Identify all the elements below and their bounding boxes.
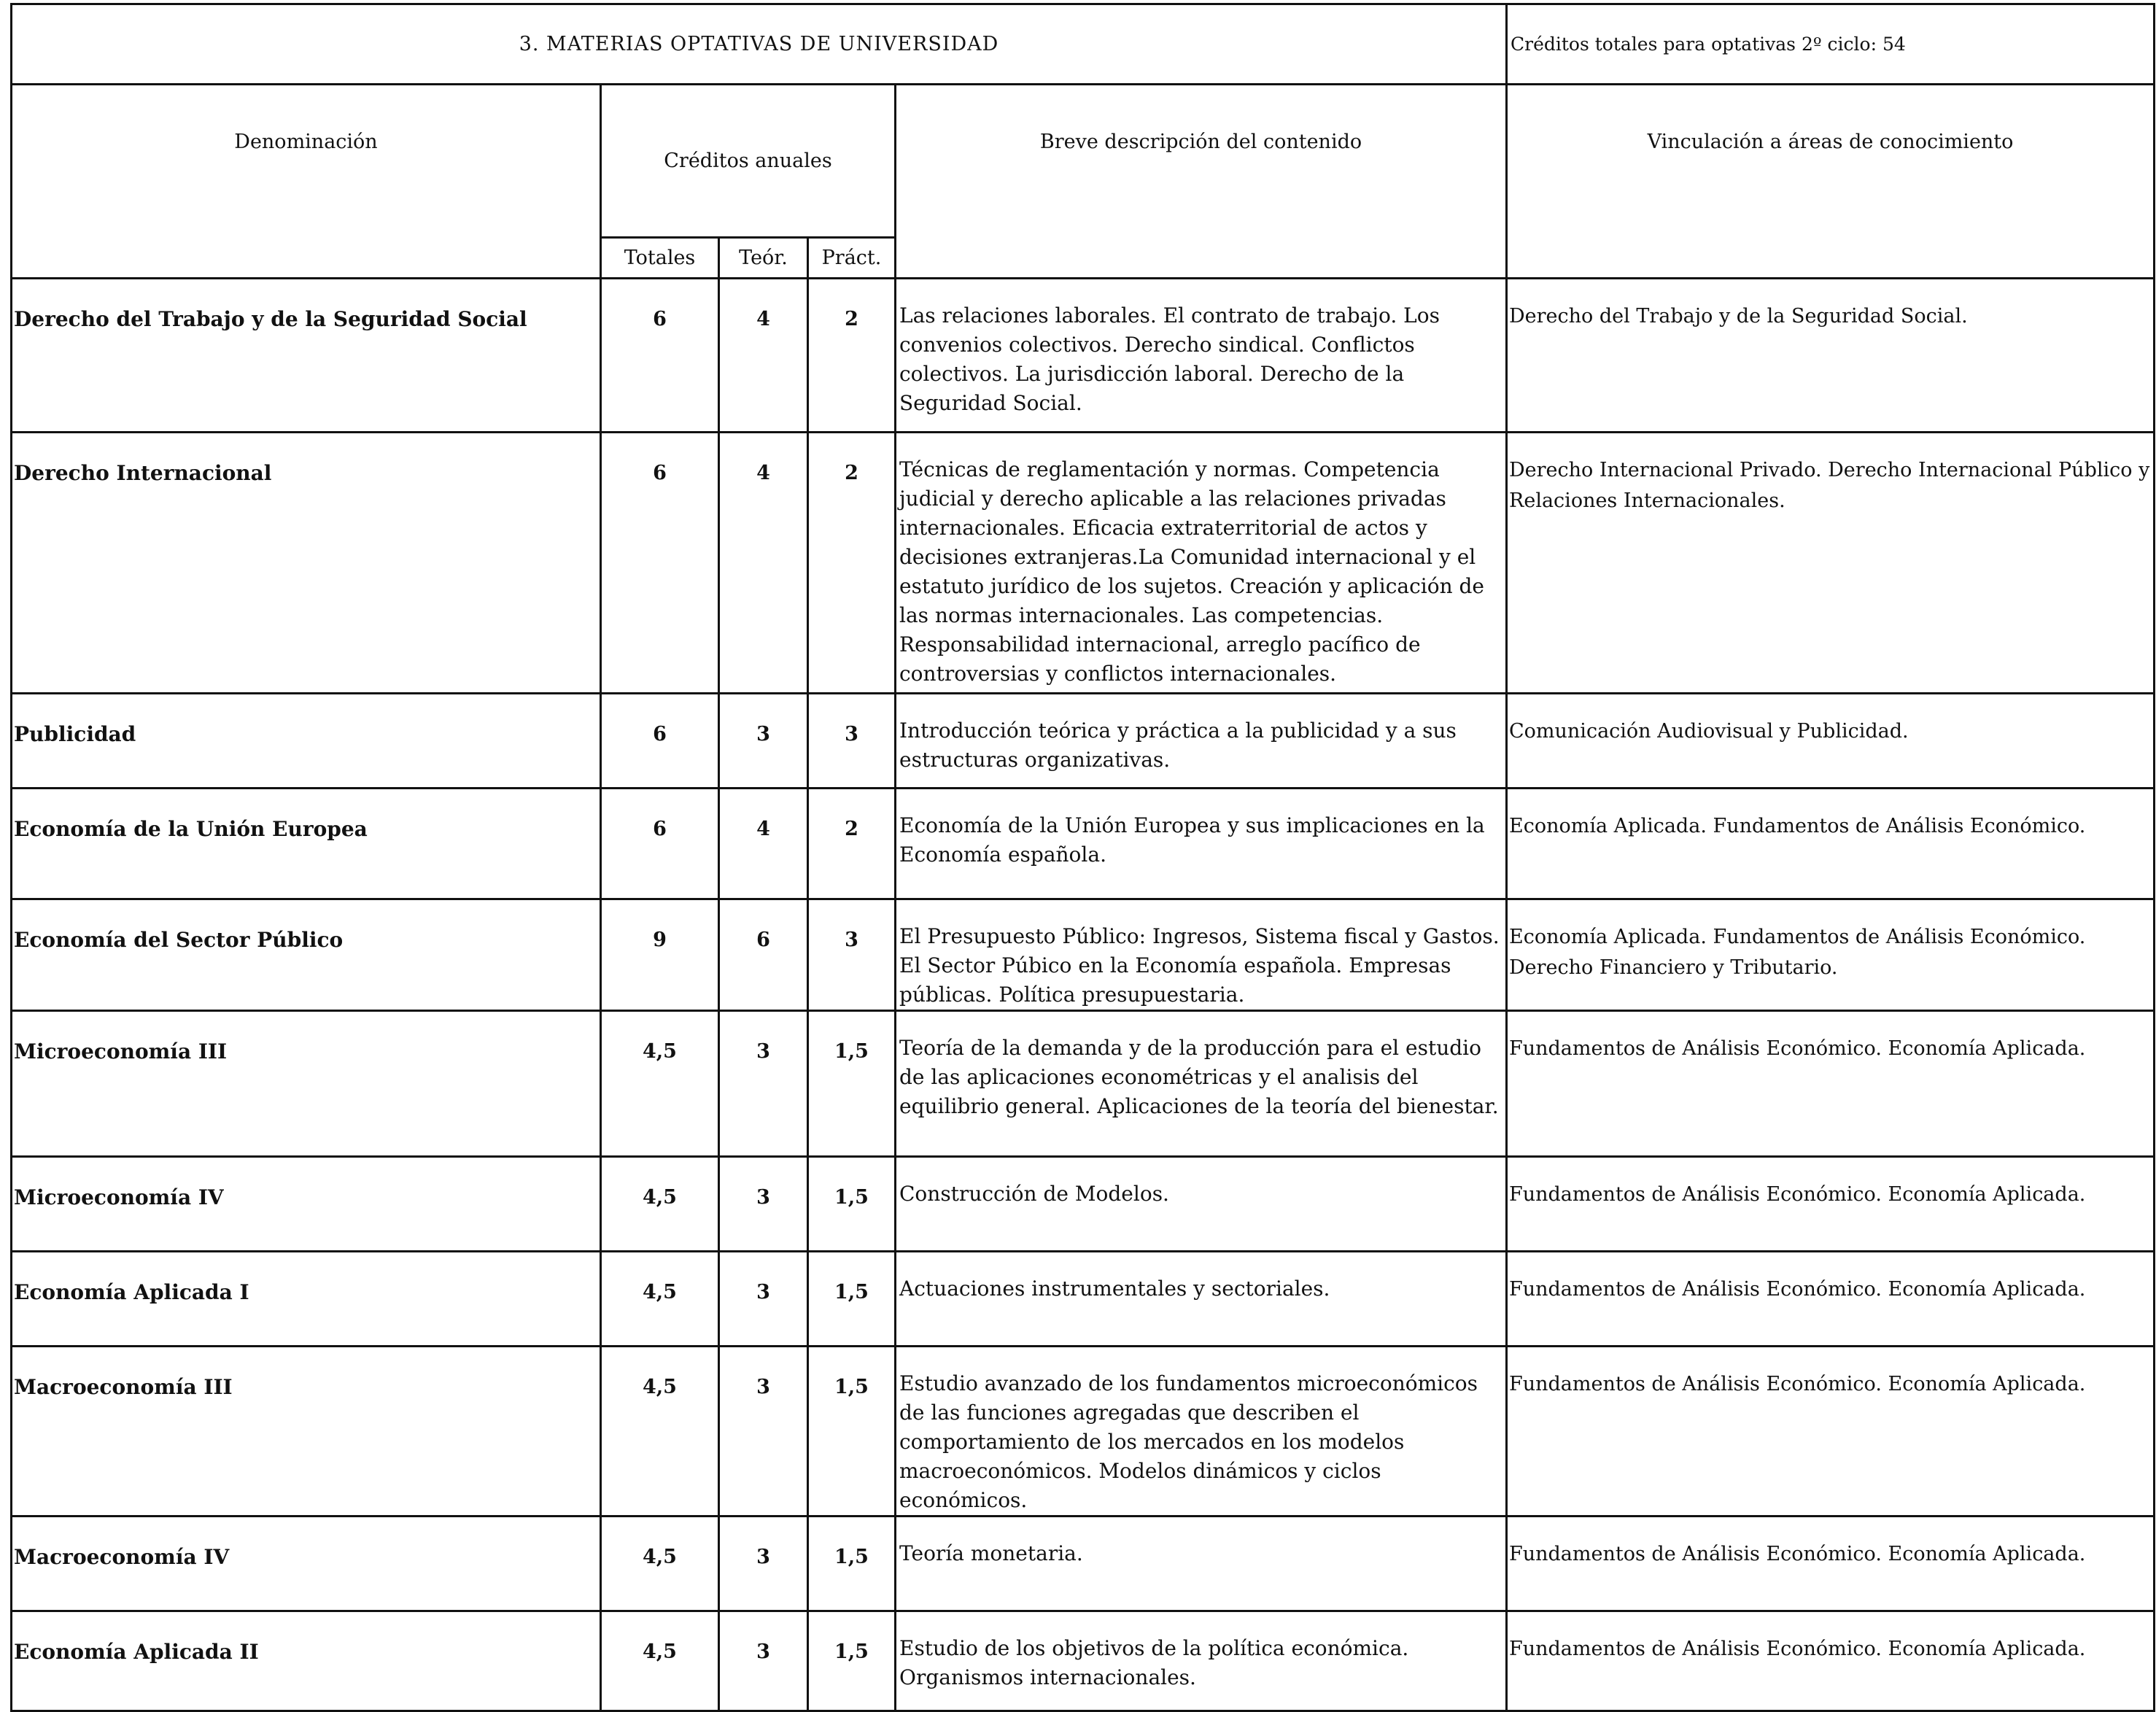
header-row	[12, 85, 2155, 238]
credits-total: 4,5	[601, 1347, 719, 1517]
subject-description: El Presupuesto Público: Ingresos, Sistema fiscal y Gastos. El Sector Púbico en la Economía española. Empresas públicas. Política presupuestaria.	[896, 899, 1507, 1011]
credits-theory: 3	[719, 694, 808, 789]
credits-theory: 3	[719, 1157, 808, 1252]
credits-theory: 3	[719, 1011, 808, 1157]
credits-total: 6	[601, 279, 719, 433]
credits-theory: 3	[719, 1347, 808, 1517]
table-row	[12, 694, 2155, 789]
subject-name: Derecho Internacional	[12, 433, 601, 694]
subject-name: Macroeconomía IV	[12, 1517, 601, 1611]
knowledge-area: Fundamentos de Análisis Económico. Economía Aplicada.	[1507, 1252, 2155, 1347]
knowledge-area: Economía Aplicada. Fundamentos de Análisis Económico.	[1507, 789, 2155, 899]
subject-description: Técnicas de reglamentación y normas. Competencia judicial y derecho aplicable a las relaciones privadas internacionales. Eficacia extraterritorial de actos y decisiones extranjeras.La Comunidad internacional y el estatuto jurídico de los sujetos. Creación y aplicación de las normas internacionales. Las competencias. Responsabilidad internacional, arreglo pacífico de controversias y conflictos internacionales.	[896, 433, 1507, 694]
credits-practice: 2	[808, 789, 896, 899]
subject-name: Economía Aplicada II	[12, 1611, 601, 1711]
table-body	[12, 279, 2155, 1711]
credits-total: 4,5	[601, 1011, 719, 1157]
credits-theory: 4	[719, 279, 808, 433]
header-descripcion: Breve descripción del contenido	[896, 85, 1507, 279]
header-pract: Práct.	[808, 238, 896, 279]
subject-name: Economía Aplicada I	[12, 1252, 601, 1347]
total-credits-note: Créditos totales para optativas 2º ciclo: 54	[1507, 4, 2155, 85]
credits-practice: 3	[808, 899, 896, 1011]
credits-theory: 4	[719, 789, 808, 899]
subject-name: Economía del Sector Público	[12, 899, 601, 1011]
credits-theory: 3	[719, 1611, 808, 1711]
table-row	[12, 1517, 2155, 1611]
table-title: 3. MATERIAS OPTATIVAS DE UNIVERSIDAD	[12, 4, 1507, 85]
credits-total: 4,5	[601, 1611, 719, 1711]
table-row	[12, 1252, 2155, 1347]
credits-practice: 3	[808, 694, 896, 789]
subject-description: Estudio de los objetivos de la política económica. Organismos internacionales.	[896, 1611, 1507, 1711]
knowledge-area: Fundamentos de Análisis Económico. Economía Aplicada.	[1507, 1517, 2155, 1611]
knowledge-area: Fundamentos de Análisis Económico. Economía Aplicada.	[1507, 1347, 2155, 1517]
table-row	[12, 1157, 2155, 1252]
credits-theory: 3	[719, 1252, 808, 1347]
table-row	[12, 279, 2155, 433]
credits-practice: 1,5	[808, 1157, 896, 1252]
subject-name: Macroeconomía III	[12, 1347, 601, 1517]
subject-description: Teoría monetaria.	[896, 1517, 1507, 1611]
credits-theory: 4	[719, 433, 808, 694]
credits-total: 6	[601, 789, 719, 899]
credits-practice: 1,5	[808, 1611, 896, 1711]
knowledge-area: Fundamentos de Análisis Económico. Economía Aplicada.	[1507, 1011, 2155, 1157]
knowledge-area: Derecho Internacional Privado. Derecho Internacional Público y Relaciones Internacionales.	[1507, 433, 2155, 694]
credits-total: 6	[601, 433, 719, 694]
credits-practice: 1,5	[808, 1347, 896, 1517]
subject-name: Derecho del Trabajo y de la Seguridad Social	[12, 279, 601, 433]
credits-practice: 1,5	[808, 1517, 896, 1611]
header-denominacion: Denominación	[12, 85, 601, 279]
table-row	[12, 433, 2155, 694]
subject-name: Economía de la Unión Europea	[12, 789, 601, 899]
subject-description: Actuaciones instrumentales y sectoriales.	[896, 1252, 1507, 1347]
knowledge-area: Derecho del Trabajo y de la Seguridad Social.	[1507, 279, 2155, 433]
credits-total: 6	[601, 694, 719, 789]
subject-description: Teoría de la demanda y de la producción para el estudio de las aplicaciones econométricas y el analisis del equilibrio general. Aplicaciones de la teoría del bienestar.	[896, 1011, 1507, 1157]
subject-name: Microeconomía IV	[12, 1157, 601, 1252]
subject-description: Economía de la Unión Europea y sus implicaciones en la Economía española.	[896, 789, 1507, 899]
knowledge-area: Economía Aplicada. Fundamentos de Análisis Económico. Derecho Financiero y Tributario.	[1507, 899, 2155, 1011]
subject-description: Introducción teórica y práctica a la publicidad y a sus estructuras organizativas.	[896, 694, 1507, 789]
header-vinculacion: Vinculación a áreas de conocimiento	[1507, 85, 2155, 279]
credits-practice: 1,5	[808, 1252, 896, 1347]
credits-total: 4,5	[601, 1517, 719, 1611]
subject-description: Construcción de Modelos.	[896, 1157, 1507, 1252]
title-row	[12, 4, 2155, 85]
header-teor: Teór.	[719, 238, 808, 279]
credits-theory: 6	[719, 899, 808, 1011]
subject-name: Publicidad	[12, 694, 601, 789]
header-totales: Totales	[601, 238, 719, 279]
optional-subjects-table	[10, 3, 2155, 1712]
table-row	[12, 789, 2155, 899]
table-row	[12, 1611, 2155, 1711]
credits-practice: 1,5	[808, 1011, 896, 1157]
credits-practice: 2	[808, 433, 896, 694]
credits-total: 4,5	[601, 1252, 719, 1347]
table-row	[12, 899, 2155, 1011]
credits-total: 9	[601, 899, 719, 1011]
subject-description: Las relaciones laborales. El contrato de trabajo. Los convenios colectivos. Derecho sindical. Conflictos colectivos. La jurisdicción laboral. Derecho de la Seguridad Social.	[896, 279, 1507, 433]
knowledge-area: Fundamentos de Análisis Económico. Economía Aplicada.	[1507, 1611, 2155, 1711]
credits-total: 4,5	[601, 1157, 719, 1252]
knowledge-area: Comunicación Audiovisual y Publicidad.	[1507, 694, 2155, 789]
credits-theory: 3	[719, 1517, 808, 1611]
knowledge-area: Fundamentos de Análisis Económico. Economía Aplicada.	[1507, 1157, 2155, 1252]
subject-name: Microeconomía III	[12, 1011, 601, 1157]
table-row	[12, 1347, 2155, 1517]
header-creditos-anuales: Créditos anuales	[601, 85, 896, 238]
credits-practice: 2	[808, 279, 896, 433]
subject-description: Estudio avanzado de los fundamentos microeconómicos de las funciones agregadas que describen el comportamiento de los mercados en los modelos macroeconómicos. Modelos dinámicos y ciclos económicos.	[896, 1347, 1507, 1517]
table-row	[12, 1011, 2155, 1157]
